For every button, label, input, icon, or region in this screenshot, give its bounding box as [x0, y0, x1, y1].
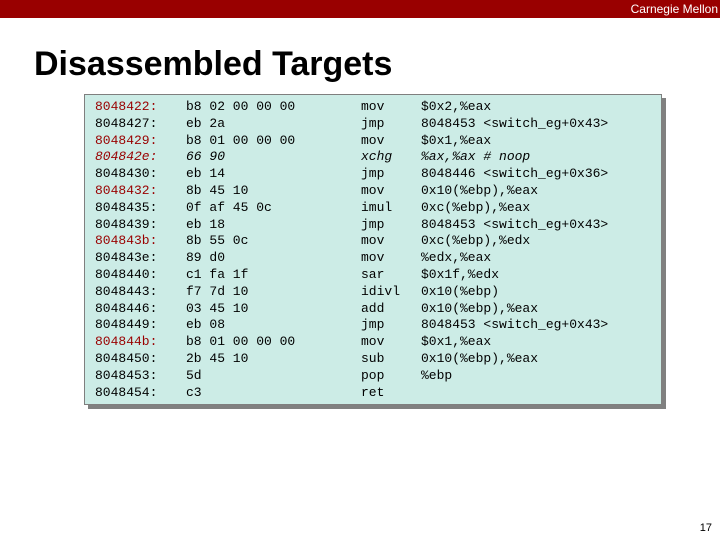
address-cell: 804843e:: [95, 250, 158, 266]
bytes-cell: 5d: [186, 367, 202, 383]
operands-cell: 0x10(%ebp),%eax: [421, 350, 539, 366]
opcode-cell: idivl: [361, 283, 401, 299]
header-bar: [0, 0, 720, 18]
opcode-column: [361, 99, 400, 401]
opcode-cell: mov: [361, 334, 385, 350]
operands-cell: 0x10(%ebp),%eax: [421, 182, 539, 198]
address-column: [95, 99, 157, 401]
operands-cell: [421, 385, 608, 402]
opcode-cell: jmp: [361, 166, 385, 182]
address-cell: 8048430:: [95, 166, 158, 182]
bytes-cell: f7 7d 10: [186, 283, 249, 299]
bytes-cell: 0f af 45 0c: [186, 199, 272, 215]
opcode-cell: imul: [361, 199, 393, 215]
bytes-cell: c1 fa 1f: [186, 266, 249, 282]
operands-cell: 8048453 <switch_eg+0x43>: [421, 115, 609, 131]
address-cell: 8048440:: [95, 266, 158, 282]
opcode-cell: mov: [361, 99, 385, 114]
bytes-cell: 66 90: [186, 149, 226, 165]
slide-title: Disassembled Targets: [34, 45, 393, 83]
page-number: 17: [699, 522, 712, 534]
address-cell: 8048422:: [95, 99, 158, 114]
bytes-cell: eb 18: [186, 216, 226, 232]
opcode-cell: add: [361, 300, 385, 316]
bytes-cell: b8 01 00 00 00: [186, 132, 296, 148]
operands-cell: 0xc(%ebp),%edx: [421, 233, 531, 249]
operands-cell: $0x1f,%edx: [421, 266, 500, 282]
address-cell: 8048429:: [95, 132, 158, 148]
address-cell: 8048435:: [95, 199, 158, 215]
address-cell: 8048454:: [95, 384, 158, 400]
operands-cell: 0xc(%ebp),%eax: [421, 199, 531, 215]
bytes-cell: 03 45 10: [186, 300, 249, 316]
operands-cell: 8048453 <switch_eg+0x43>: [421, 216, 609, 232]
bytes-cell: 8b 55 0c: [186, 233, 249, 249]
opcode-cell: ret: [361, 384, 385, 400]
bytes-cell: eb 14: [186, 166, 226, 182]
opcode-cell: mov: [361, 132, 385, 148]
address-cell: 804844b:: [95, 334, 158, 350]
bytes-cell: c3: [186, 384, 202, 400]
address-cell: 8048439:: [95, 216, 158, 232]
opcode-cell: xchg: [361, 149, 393, 165]
address-cell: 8048427:: [95, 115, 158, 131]
operands-cell: %ebp: [421, 367, 453, 383]
opcode-cell: pop: [361, 367, 385, 383]
operands-column: [421, 99, 608, 401]
opcode-cell: mov: [361, 182, 385, 198]
bytes-cell: b8 02 00 00 00: [186, 99, 296, 114]
operands-cell: 0x10(%ebp),%eax: [421, 300, 539, 316]
operands-cell: $0x2,%eax: [421, 99, 492, 114]
operands-cell: 8048453 <switch_eg+0x43>: [421, 317, 609, 333]
operands-cell: $0x1,%eax: [421, 132, 492, 148]
opcode-cell: jmp: [361, 317, 385, 333]
bytes-cell: 2b 45 10: [186, 350, 249, 366]
address-cell: 8048449:: [95, 317, 158, 333]
disassembly-code-box: [84, 94, 662, 405]
address-cell: 804842e:: [95, 149, 158, 165]
opcode-cell: mov: [361, 233, 385, 249]
operands-cell: $0x1,%eax: [421, 334, 492, 350]
opcode-cell: sar: [361, 266, 385, 282]
operands-cell: %ax,%ax # noop: [421, 149, 531, 165]
operands-cell: 0x10(%ebp): [421, 283, 500, 299]
address-cell: 804843b:: [95, 233, 158, 249]
opcode-cell: jmp: [361, 115, 385, 131]
opcode-cell: mov: [361, 250, 385, 266]
bytes-cell: b8 01 00 00 00: [186, 334, 296, 350]
bytes-cell: eb 08: [186, 317, 226, 333]
bytes-cell: eb 2a: [186, 115, 226, 131]
bytes-column: [186, 99, 295, 401]
bytes-cell: 89 d0: [186, 250, 226, 266]
operands-cell: 8048446 <switch_eg+0x36>: [421, 166, 609, 182]
bytes-cell: 8b 45 10: [186, 182, 249, 198]
address-cell: 8048446:: [95, 300, 158, 316]
brand-label: Carnegie Mellon: [630, 2, 718, 16]
address-cell: 8048450:: [95, 350, 158, 366]
address-cell: 8048443:: [95, 283, 158, 299]
address-cell: 8048453:: [95, 367, 158, 383]
opcode-cell: jmp: [361, 216, 385, 232]
operands-cell: %edx,%eax: [421, 250, 492, 266]
opcode-cell: sub: [361, 350, 385, 366]
address-cell: 8048432:: [95, 182, 158, 198]
